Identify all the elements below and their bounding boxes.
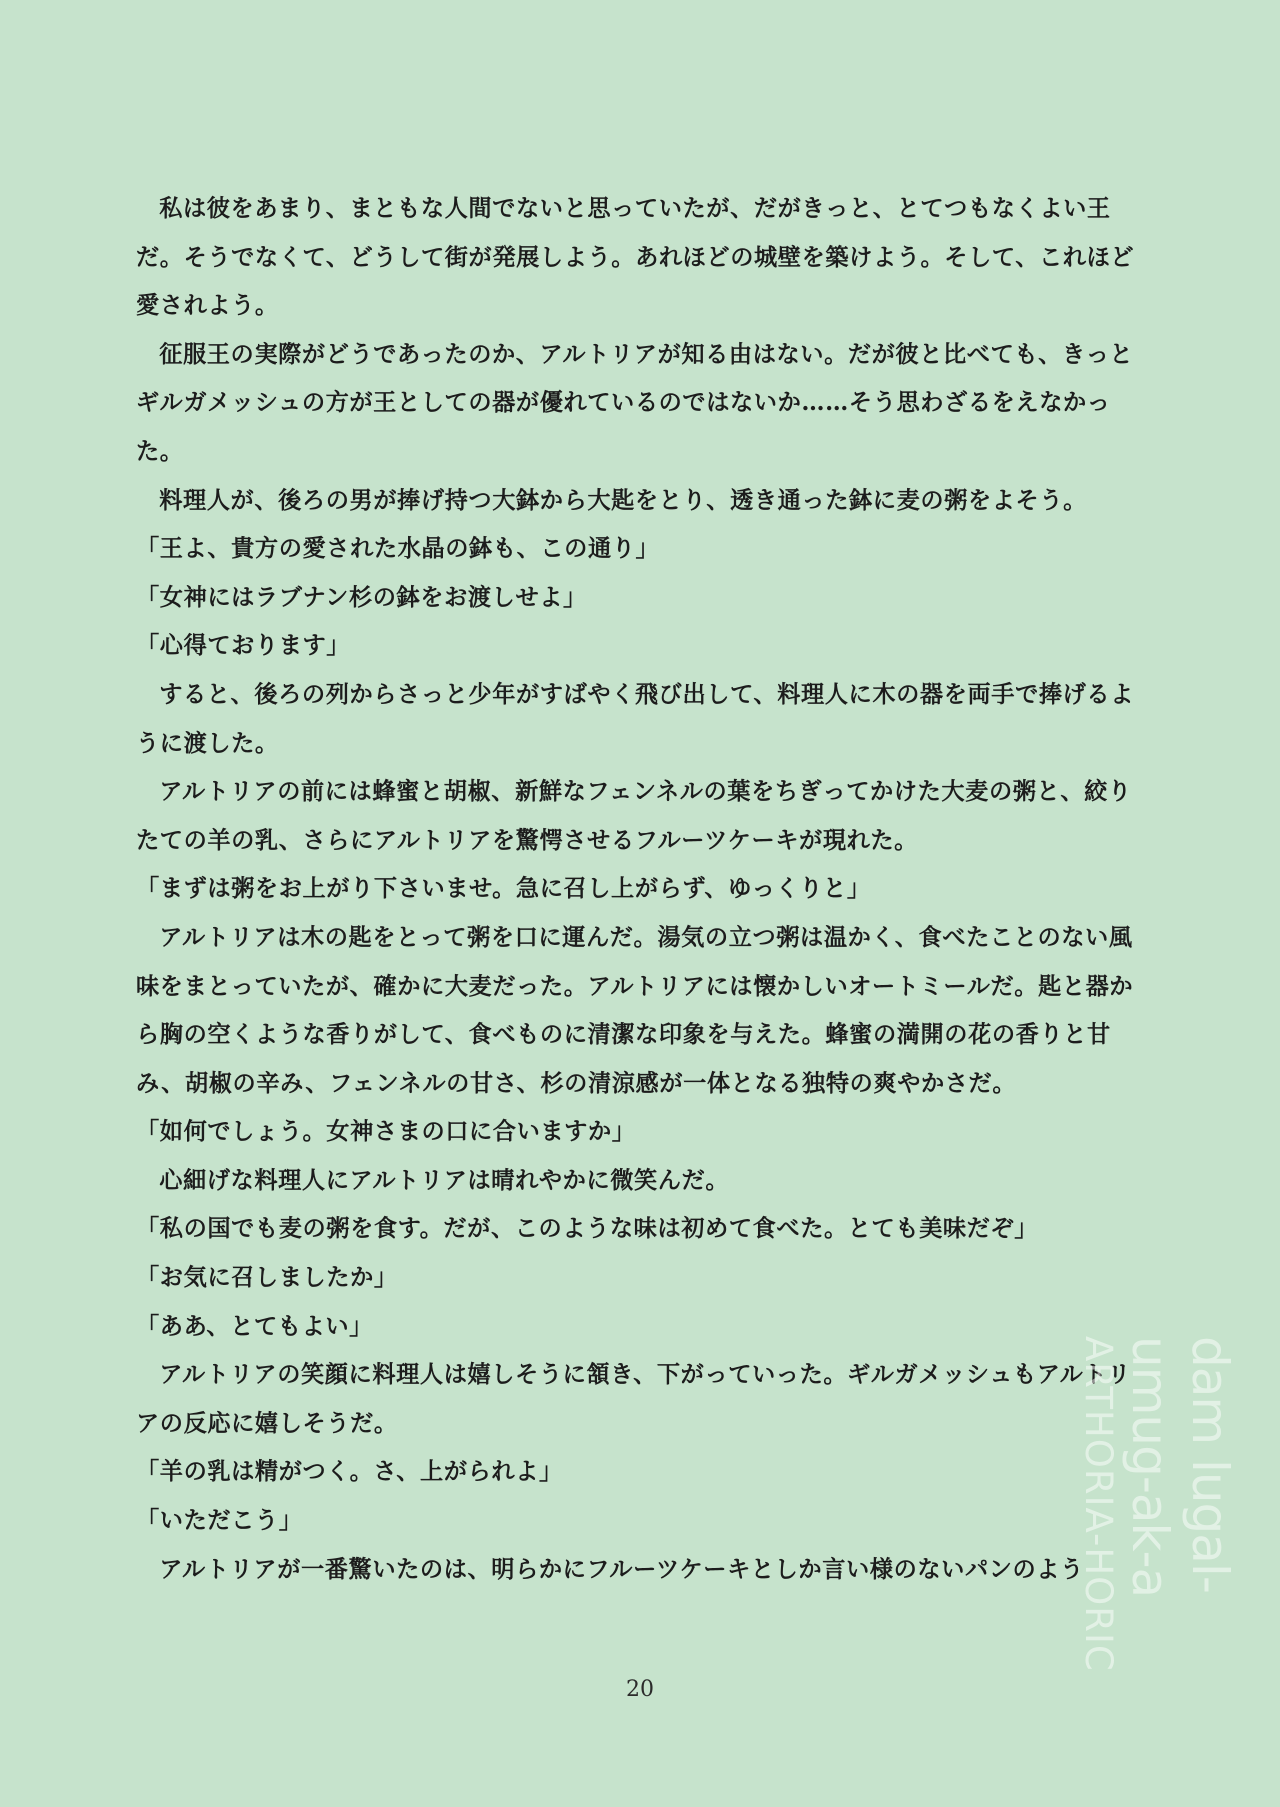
page-number: 20 bbox=[626, 1677, 654, 1702]
dialogue-line: 「心得ております」 bbox=[136, 632, 351, 660]
watermark-line-1: dam lugal-umug-ak-a bbox=[1121, 1336, 1239, 1598]
dialogue-line: 「まずは粥をお上がり下さいませ。急に召し上がらず、ゆっくりと」 bbox=[136, 875, 871, 903]
paragraph: 征服王の実際がどうであったのか、アルトリアが知る由はない。だが彼と比べても、きっとギルガメッシュの方が王としての器が優れているのではないか……そう思わざるをえなかった。 bbox=[136, 340, 1134, 465]
paragraph: アルトリアの笑顔に料理人は嬉しそうに頷き、下がっていった。ギルガメッシュもアルトリアの反応に嬉しそうだ。 bbox=[136, 1361, 1131, 1437]
paragraph: 心細げな料理人にアルトリアは晴れやかに微笑んだ。 bbox=[159, 1166, 730, 1194]
paragraph: 私は彼をあまり、まともな人間でないと思っていたが、だがきっと、とてつもなくよい王だ。そうでなくて、どうして街が発展しよう。あれほどの城壁を築けよう。そして、これほど愛されよう。 bbox=[136, 195, 1135, 320]
dialogue-line: 「如何でしょう。女神さまの口に合いますか」 bbox=[136, 1118, 636, 1146]
dialogue-line: 「私の国でも麦の粥を食す。だが、このような味は初めて食べた。とても美味だぞ」 bbox=[136, 1215, 1039, 1243]
paragraph: アルトリアは木の匙をとって粥を口に運んだ。湯気の立つ粥は温かく、食べたことのない風味をまとっていたが、確かに大麦だった。アルトリアには懐かしいオートミールだ。匙と器から胸の空くような香りがして、食べものに清潔な印象を与えた。蜂蜜の満開の花の香りと甘み、胡椒の辛み、フェンネルの甘さ、杉の清涼感が一体となる独特の爽やかさだ。 bbox=[136, 923, 1134, 1097]
dialogue-line: 「お気に召しましたか」 bbox=[136, 1264, 398, 1292]
paragraph: アルトリアが一番驚いたのは、明らかにフルーツケーキとしか言い様のないパンのよう bbox=[159, 1555, 1084, 1583]
dialogue-line: 「ああ、とてもよい」 bbox=[136, 1312, 373, 1340]
dialogue-line: 「女神にはラブナン杉の鉢をお渡しせよ」 bbox=[136, 583, 587, 611]
paragraph: アルトリアの前には蜂蜜と胡椒、新鮮なフェンネルの葉をちぎってかけた大麦の粥と、絞りたての羊の乳、さらにアルトリアを驚愕させるフルーツケーキが現れた。 bbox=[136, 778, 1132, 854]
dialogue-line: 「羊の乳は精がつく。さ、上がられよ」 bbox=[136, 1458, 563, 1486]
dialogue-line: 「王よ、貴方の愛された水晶の鉢も、この通り」 bbox=[136, 535, 660, 563]
body-text bbox=[136, 185, 1136, 1594]
watermark-line-2: ARTHORIA-HORIC bbox=[1077, 1336, 1120, 1672]
paragraph: すると、後ろの列からさっと少年がすばやく飛び出して、料理人に木の器を両手で捧げるように渡した。 bbox=[136, 680, 1135, 757]
watermark bbox=[1077, 1336, 1240, 1736]
dialogue-line: 「いただこう」 bbox=[136, 1507, 303, 1535]
paragraph: 料理人が、後ろの男が捧げ持つ大鉢から大匙をとり、透き通った鉢に麦の粥をよそう。 bbox=[159, 486, 1087, 514]
